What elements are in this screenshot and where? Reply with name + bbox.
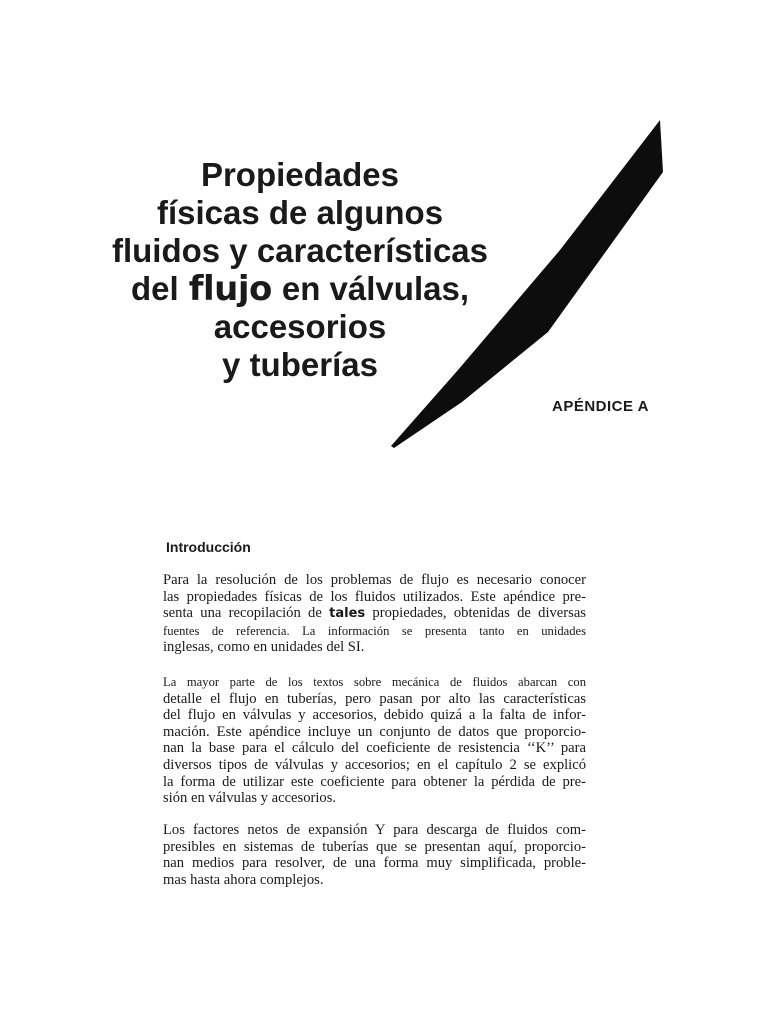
- paragraph-2: [163, 674, 586, 807]
- paragraph-line: detalle el flujo en tuberías, pero pasan por alto las características: [163, 690, 586, 707]
- paragraph-line: nan medios para resolver, de una forma muy simplificada, proble-: [163, 855, 586, 872]
- paragraph-text-fragment: senta una recopilación de: [163, 605, 322, 622]
- paragraph-line: diversos tipos de válvulas y accesorios; en el capítulo 2 se explicó: [163, 756, 586, 773]
- paragraph-text-fragment: propiedades, obtenidas de diversas: [372, 605, 586, 622]
- title-word-del: del: [131, 270, 179, 307]
- emphasized-word-tales: tales: [329, 606, 366, 622]
- paragraph-line: fuentes de referencia. La información se presenta tanto en unidades: [163, 623, 586, 638]
- paragraph-line: la forma de utilizar este coeficiente para obtener la pérdida de pre-: [163, 773, 586, 790]
- title-line-1: Propiedades: [200, 156, 400, 193]
- title-line-6: y tuberías: [222, 346, 378, 383]
- title-line-4: [40, 270, 560, 308]
- paragraph-3: [163, 822, 586, 888]
- paragraph-1: [163, 572, 586, 656]
- paragraph-line: inglesas, como en unidades del SI.: [163, 639, 365, 656]
- title-word-flujo: flujo: [188, 269, 272, 309]
- paragraph-line: La mayor parte de los textos sobre mecánica de fluidos abarcan con: [163, 675, 586, 689]
- paragraph-line: [163, 605, 586, 623]
- title-line-5: accesorios: [213, 308, 387, 345]
- title-line-3: fluidos y características: [111, 232, 489, 269]
- paragraph-line: presibles en sistemas de tuberías que se presentan aquí, proporcio-: [163, 838, 586, 855]
- chapter-title: [40, 156, 560, 384]
- paragraph-line: nan la base para el cálculo del coeficiente de resistencia ‘‘K’’ para: [163, 740, 586, 757]
- paragraph-line: sión en válvulas y accesorios.: [163, 790, 337, 807]
- section-heading: Introducción: [166, 539, 251, 555]
- title-words-en-valvulas: en válvulas,: [281, 270, 469, 307]
- paragraph-line: del flujo en válvulas y accesorios, debido quizá a la falta de infor-: [163, 707, 586, 724]
- paragraph-line: las propiedades físicas de los fluidos utilizados. Este apéndice pre-: [163, 588, 586, 605]
- appendix-label: APÉNDICE A: [552, 398, 649, 415]
- paragraph-line: Los factores netos de expansión Y para descarga de fluidos com-: [163, 822, 586, 838]
- paragraph-line: mación. Este apéndice incluye un conjunto de datos que proporcio-: [163, 723, 586, 740]
- paragraph-line: Para la resolución de los problemas de flujo es necesario conocer: [163, 572, 586, 588]
- title-line-2: físicas de algunos: [156, 194, 444, 231]
- paragraph-line: mas hasta ahora complejos.: [163, 871, 324, 888]
